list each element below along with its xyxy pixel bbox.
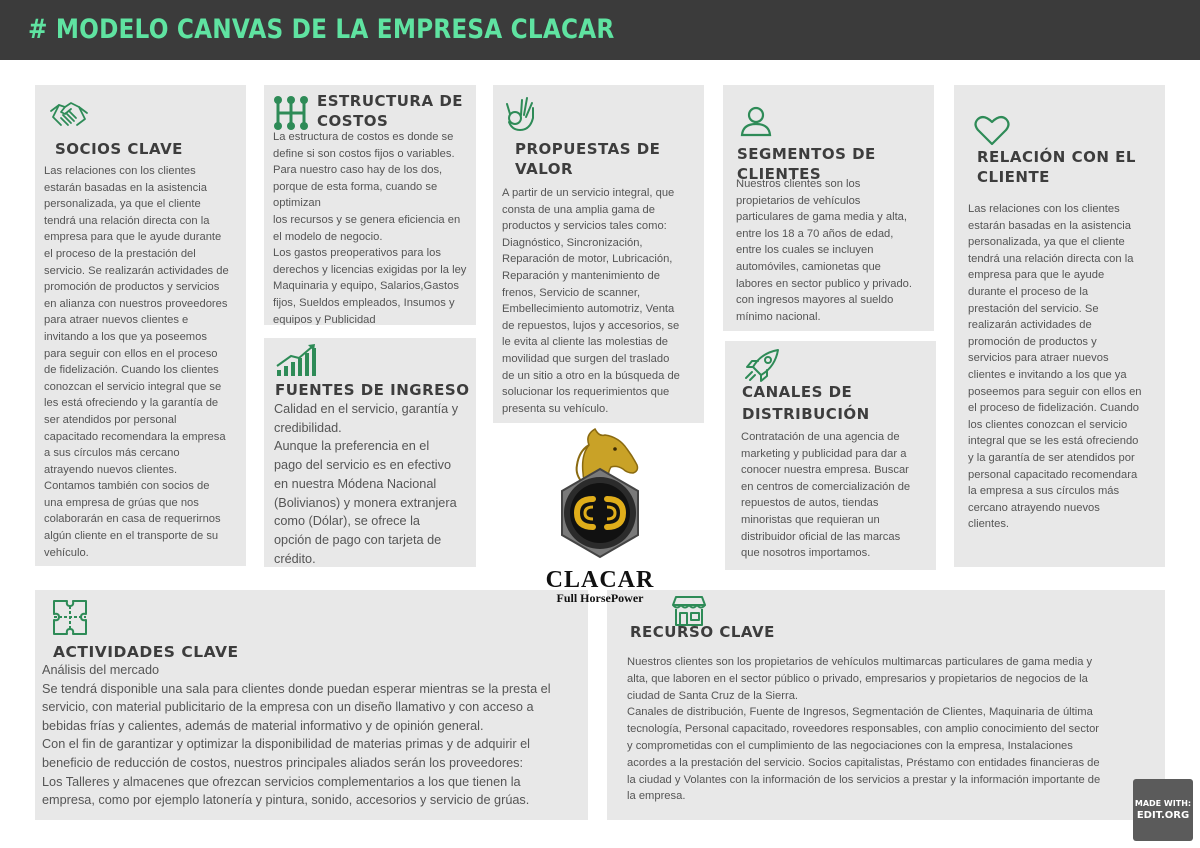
clacar-logo <box>533 425 667 605</box>
card-canales-distribucion <box>725 341 936 570</box>
card-title: PROPUESTAS DE VALOR <box>515 140 661 178</box>
card-body: A partir de un servicio integral, que consta de una amplia gama de productos y servicios tales como: Diagnóstico, Sincronización, Reparación de motor, Lubricación, Reparación y mantenimiento de frenos, Servicio de scanner, Embellecimiento automotriz, Venta de repuestos, lujos y accesorios, se le evita al cliente las molestias de movilidad que surgen del traslado de un sitio a otro en la búsqueda de solucionar los requerimientos que presenta su vehículo. <box>502 187 680 415</box>
card-title: ESTRUCTURA DE COSTOS <box>317 92 464 130</box>
card-title: RECURSO CLAVE <box>630 623 775 641</box>
card-body: Contratación de una agencia de marketing y publicidad para dar a conocer nuestra empresa. Buscar en centros de comercialización de repuestos de autos, tiendas minoristas que requieran un distribuidor oficial de las marcas que nosotros importamos. <box>741 431 911 560</box>
page-title: # MODELO CANVAS DE LA EMPRESA CLACAR <box>28 14 615 45</box>
card-title: CANALES DE DISTRIBUCIÓN <box>742 383 870 423</box>
card-propuestas-valor <box>493 85 704 423</box>
badge-line-2: EDIT.ORG <box>1136 810 1190 821</box>
card-fuentes-ingreso <box>264 338 476 567</box>
card-title: SEGMENTOS DE CLIENTES <box>737 145 876 183</box>
badge-line-1: MADE WITH: <box>1134 799 1192 808</box>
card-segmentos-clientes <box>723 85 934 331</box>
card-body: Las relaciones con los clientes estarán basadas en la asistencia personalizada, ya que el cliente tendrá una relación directa con la empresa para que le ayude durante el proceso de la prestación del servicio. Se realizarán actividades de promoción de productos y servicios para atraer nuevos clientes e invitando a los que ya poseemos para seguir con ellos en el proceso de fidelización. Cuando los clientes conozcan el servicio integral que se les está ofreciendo y la garantía de ser atendidos por personal capacitado recomendara la empresa a sus círculos más cercano atrayendo nuevos clientes. <box>968 203 1142 531</box>
card-socios-clave <box>35 85 246 566</box>
logo-tagline: Full HorsePower <box>556 591 644 605</box>
ok-hand-icon <box>504 94 536 132</box>
card-body: Nuestros clientes son los propietarios de vehículos multimarcas particulares de gama media y alta, que laboren en el sector público o privado, empresarios y propietarios de negocios de la ciudad de Santa Cruz de la Sierra. Canales de distribución, Fuente de Ingresos, Segmentación de Clientes, Maquinaria de última tecnología, Personal capacitado, roveedores responsables, con amplio conocimiento del sector y comprometidas con el cumplimiento de las negociaciones con la empresa, Instalaciones acordes a la prestación del servicio. Socios capitalistas, Préstamo con entidades financieras de la ciudad y Volantes con la información de los servicios a prestar y la información importante de la empresa. <box>627 656 1101 803</box>
puzzle-icon <box>51 598 91 638</box>
card-body: Las relaciones con los clientes estarán basadas en la asistencia personalizada, ya que el cliente tendrá una relación directa con la empresa para que le ayude durante el proceso de la prestación del servicio. Se realizarán actividades de promoción de productos y servicios en alianza con nuestros proveedores para atraer nuevos clientes e invitando a los que ya poseemos para seguir con ellos en el proceso de fidelización. Cuando los clientes conozcan el servicio integral que se les está ofreciendo y la garantía de ser atendidos por personal capacitado recomendara la empresa a sus círculos más cercano atrayendo nuevos clientes. Contamos también con socios de una empresa de grúas que nos colaborarán en casa de requerirnos algún cliente en el transporte de su vehículo. <box>44 165 229 559</box>
made-with-badge[interactable] <box>1133 779 1193 841</box>
rocket-icon <box>743 347 781 385</box>
network-icon <box>273 95 309 131</box>
card-recurso-clave <box>607 590 1165 820</box>
growth-chart-icon <box>275 342 319 378</box>
card-body: Nuestros clientes son los propietarios de vehículos particulares de gama media y alta, entre los 18 a 70 años de edad, entre los cuales se incluyen automóviles, camionetas que labores en sector publico y privado. con ingresos mayores al sueldo mínimo nacional. <box>736 178 912 323</box>
handshake-icon <box>49 97 89 131</box>
heart-icon <box>974 115 1010 147</box>
card-body: Análisis del mercado Se tendrá disponible una sala para clientes donde puedan esperar mientras se la presta el servicio, con material publicitario de la empresa con un diseño llamativo y con acceso a bebidas frías y calientes, además de material informativo y de opinión general. Con el fin de garantizar y optimizar la disponibilidad de materias primas y de adquirir el beneficio de reducción de costos, nuestros principales aliados serán los proveedores: Los Talleres y almacenes que ofrezcan servicios complementarios a los que tienen la empresa, como por ejemplo latonería y pintura, sonido, accesorios y servicio de grúas. <box>42 663 551 808</box>
card-actividades-clave <box>35 590 588 820</box>
logo-brand-name: CLACAR <box>545 567 655 593</box>
card-body: Calidad en el servicio, garantía y credibilidad. Aunque la preferencia en el pago del servicio es en efectivo en nuestra Módena Nacional (Bolivianos) y monera extranjera como (Dólar), se ofrece la opción de pago con tarjeta de crédito. <box>274 402 459 566</box>
card-title: ACTIVIDADES CLAVE <box>53 643 239 661</box>
card-title: FUENTES DE INGRESO <box>275 381 470 399</box>
card-title: SOCIOS CLAVE <box>55 140 183 158</box>
card-title: RELACIÓN CON EL CLIENTE <box>977 148 1136 186</box>
page-header <box>0 0 1200 60</box>
card-estructura-costos <box>264 85 476 325</box>
user-icon <box>740 105 772 137</box>
horse-logo-icon <box>533 425 667 569</box>
card-body: La estructura de costos es donde se define si son costos fijos o variables. Para nuestro caso hay de los dos, porque de esta forma, cuando se optimizan los recursos y se genera eficiencia en el modelo de negocio. Los gastos preoperativos para los derechos y licencias exigidas por la ley Maquinaria y equipo, Salarios,Gastos fijos, Sueldos empleados, Insumos y equipos y Publicidad <box>273 131 467 325</box>
card-relacion-cliente <box>954 85 1165 567</box>
